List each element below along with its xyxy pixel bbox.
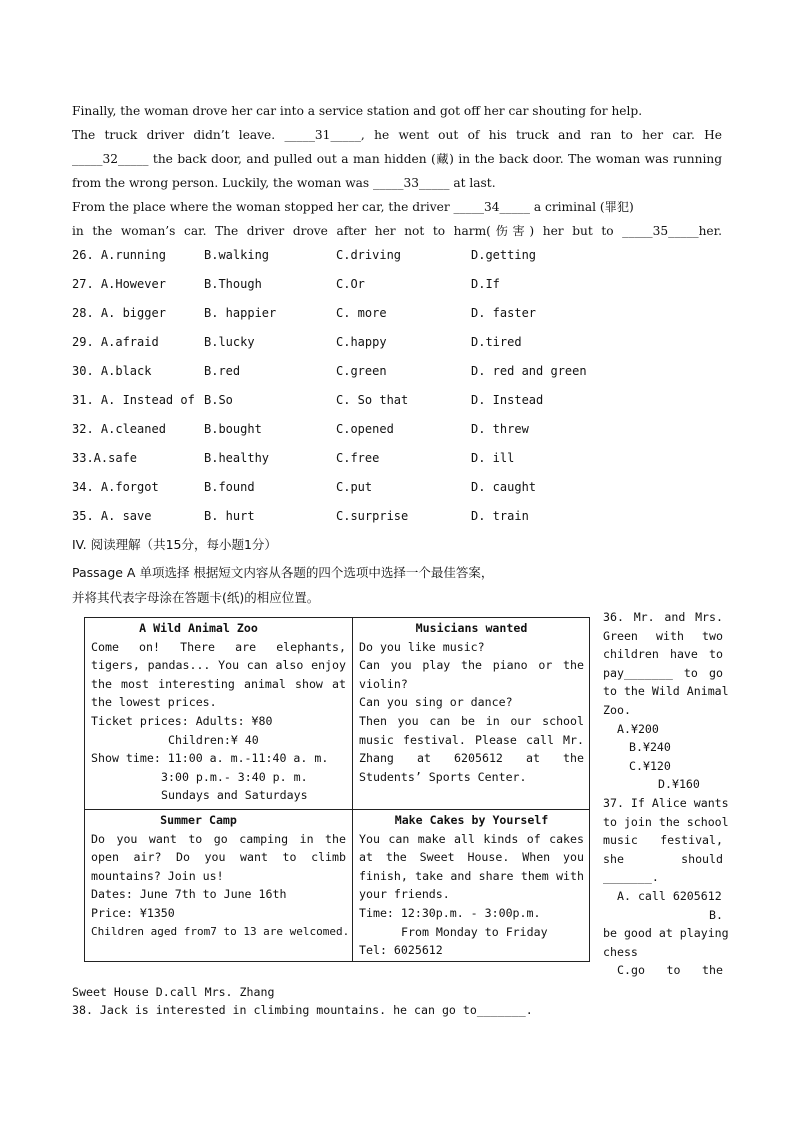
option-d: D.If (471, 277, 500, 291)
option-d: D. Instead (471, 393, 544, 407)
section-title: IV. 阅读理解（共15分，每小题1分） (72, 537, 277, 552)
option-a: 28. A. bigger (72, 306, 166, 320)
advertisement-table (84, 617, 590, 962)
option-c: C.surprise (336, 509, 409, 523)
question-text: music festival, (603, 833, 723, 848)
option-d: D. threw (471, 422, 529, 436)
answer-option: D.¥160 (658, 777, 700, 792)
section-instruction: 并将其代表字母涂在答题卡(纸)的相应位置。 (72, 590, 320, 605)
passage-line: from the wrong person. Luckily, the woman was _____33_____ at last. (72, 176, 496, 190)
option-a: 31. A. Instead of (72, 393, 195, 407)
ad-body: You can make all kinds of cakes at the Sweet House. When you finish, take and share them with your friends. (359, 831, 584, 902)
answer-option: chess (603, 944, 638, 959)
question-text: she should (603, 851, 723, 866)
passage-line: The truck driver didn’t leave. _____31_____, he went out of his truck and ran to her car. He (72, 128, 722, 142)
option-c: C.opened (336, 422, 394, 436)
ad-title: Summer Camp (160, 813, 237, 827)
ad-line: Sundays and Saturdays (161, 788, 308, 803)
answer-option: A.¥200 (617, 721, 659, 736)
option-b: B.lucky (204, 335, 255, 349)
option-a: 33.A.safe (72, 451, 138, 465)
option-a: 29. A.afraid (72, 335, 159, 349)
answer-option: B.¥240 (629, 740, 671, 755)
ad-wild-animal-zoo (91, 619, 346, 805)
passage-line: Finally, the woman drove her car into a service station and got off her car shouting for help. (72, 104, 643, 118)
option-b: B. happier (204, 306, 277, 320)
option-b: B.walking (204, 248, 270, 262)
ad-line: Dates: June 7th to June 16th (91, 887, 287, 902)
ad-body: Do you want to go camping in the open air? Do you want to climb mountains? Join us! (91, 831, 346, 883)
section-instruction: Passage A 单项选择 根据短文内容从各题的四个选项中选择一个最佳答案， (72, 565, 494, 580)
side-questions (603, 608, 729, 980)
option-c: C.Or (336, 277, 365, 291)
ad-summer-camp (91, 811, 350, 941)
answer-option: C.¥120 (629, 758, 671, 773)
option-c: C.green (336, 364, 387, 378)
option-b: B.Though (204, 277, 262, 291)
ad-line: Do you like music? (359, 639, 485, 654)
ad-line: Tel: 6025612 (359, 943, 443, 958)
table-divider (85, 809, 589, 810)
option-a: 27. A.However (72, 277, 166, 291)
question-text: Zoo. (603, 702, 631, 717)
option-c: C.happy (336, 335, 387, 349)
passage-line: in the woman’s car. The driver drove after her not to harm(伤害) her but to _____35_____her. (72, 224, 722, 238)
question-text: _______. (603, 870, 659, 885)
ad-body: Then you can be in our school music festival. Please call Mr. Zhang at 6205612 at the Students’ Sports Center. (359, 713, 584, 784)
question-text: to join the school (603, 814, 729, 829)
ad-make-cakes (359, 811, 584, 960)
option-b: B.healthy (204, 451, 270, 465)
question-38: 38. Jack is interested in climbing mountains. he can go to_______. (72, 1003, 533, 1017)
option-a: 34. A.forgot (72, 480, 159, 494)
option-b: B.bought (204, 422, 262, 436)
ad-line: Children aged from7 to 13 are welcomed. (91, 924, 350, 938)
answer-option: A. call 6205612 (617, 888, 722, 903)
option-d: D.tired (471, 335, 522, 349)
ad-title: Musicians wanted (415, 621, 528, 635)
ad-line: From Monday to Friday (401, 924, 548, 939)
ad-musicians-wanted (359, 619, 584, 786)
option-d: D. red and green (471, 364, 587, 378)
option-b: B.found (204, 480, 255, 494)
option-a: 30. A.black (72, 364, 152, 378)
ad-line: Ticket prices: Adults: ¥80 (91, 713, 273, 728)
answer-option: B. (709, 907, 723, 922)
answer-option: be good at playing (603, 926, 729, 941)
option-c: C.free (336, 451, 380, 465)
ad-body: Can you play the piano or the violin? (359, 658, 584, 691)
question-text: 36. Mr. and Mrs. (603, 610, 723, 624)
answer-options-line: Sweet House D.call Mrs. Zhang (72, 985, 275, 999)
option-a: 26. A.running (72, 248, 166, 262)
option-c: C.driving (336, 248, 402, 262)
question-text: pay_______ to go (603, 665, 723, 680)
ad-title: Make Cakes by Yourself (394, 813, 549, 827)
option-c: C.put (336, 480, 373, 494)
passage-line: _____32_____ the back door, and pulled out a man hidden (藏) in the back door. The woman was running (72, 152, 722, 166)
option-d: D. faster (471, 306, 537, 320)
ad-line: Time: 12:30p.m. - 3:00p.m. (359, 905, 541, 920)
table-divider (352, 618, 353, 961)
question-text: to the Wild Animal (603, 684, 729, 699)
option-a: 35. A. save (72, 509, 152, 523)
ad-line: Price: ¥1350 (91, 905, 175, 920)
option-d: D. ill (471, 451, 515, 465)
question-text: 37. If Alice wants (603, 795, 729, 810)
ad-title: A Wild Animal Zoo (139, 621, 258, 635)
option-d: D. caught (471, 480, 537, 494)
option-d: D.getting (471, 248, 537, 262)
ad-line: Can you sing or dance? (359, 695, 513, 710)
ad-line: Children:¥ 40 (168, 732, 259, 747)
ad-line: 3:00 p.m.- 3:40 p. m. (161, 769, 308, 784)
ad-body: Come on! There are elephants, tigers, pandas... You can also enjoy the most interesting animal show at the lowest prices. (91, 639, 346, 710)
option-b: B.So (204, 393, 233, 407)
option-b: B.red (204, 364, 241, 378)
answer-option: C.go to the (617, 963, 723, 978)
option-b: B. hurt (204, 509, 255, 523)
option-c: C. more (336, 306, 387, 320)
ad-line: Show time: 11:00 a. m.-11:40 a. m. (91, 751, 329, 766)
option-a: 32. A.cleaned (72, 422, 166, 436)
question-text: children have to (603, 647, 723, 662)
option-d: D. train (471, 509, 529, 523)
question-text: Green with two (603, 628, 723, 643)
passage-line: From the place where the woman stopped her car, the driver _____34_____ a criminal (罪犯) (72, 200, 634, 214)
option-c: C. So that (336, 393, 409, 407)
